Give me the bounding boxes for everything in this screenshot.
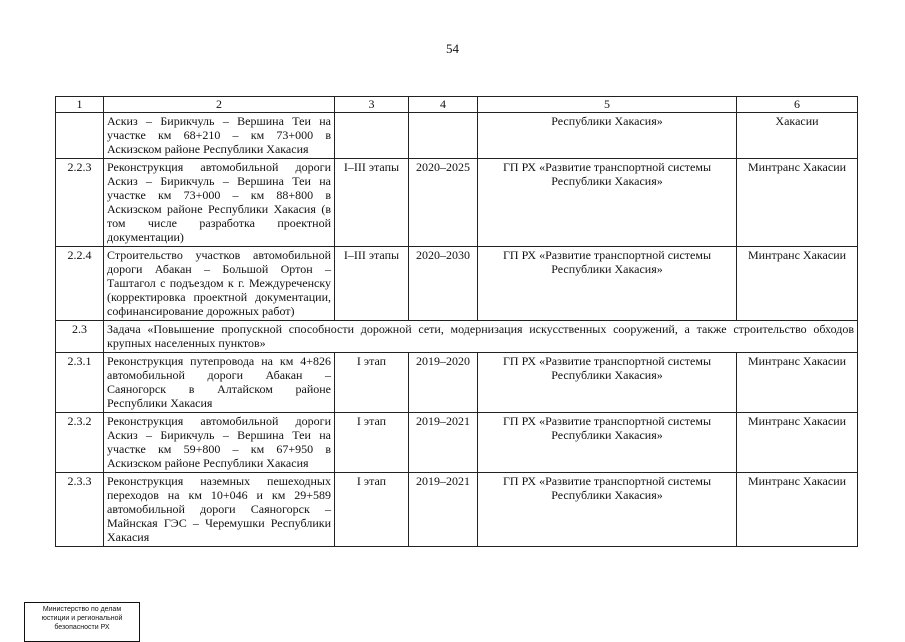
item-name: Реконструкция путепровода на км 4+826 автомобильной дороги Абакан – Саяногорск в Алтайском районе Республики Хакасия <box>104 353 335 413</box>
header-cell: 6 <box>737 97 858 113</box>
item-executor: Минтранс Хакасии <box>737 247 858 321</box>
item-executor: Минтранс Хакасии <box>737 159 858 247</box>
table-header-row <box>56 97 858 113</box>
item-stage: I этап <box>335 473 409 547</box>
table-row <box>56 413 858 473</box>
registration-stamp <box>24 602 140 642</box>
item-stage: I этап <box>335 413 409 473</box>
item-executor: Минтранс Хакасии <box>737 473 858 547</box>
table-row <box>56 353 858 413</box>
item-number: 2.3.3 <box>56 473 104 547</box>
item-number: 2.3.2 <box>56 413 104 473</box>
item-number <box>56 113 104 159</box>
item-name: Аскиз – Бирикчуль – Вершина Теи на участке км 68+210 – км 73+000 в Аскизском районе Республики Хакасия <box>104 113 335 159</box>
table-row <box>56 113 858 159</box>
item-number: 2.2.4 <box>56 247 104 321</box>
item-years: 2019–2020 <box>409 353 478 413</box>
item-program: ГП РХ «Развитие транспортной системы Республики Хакасия» <box>478 159 737 247</box>
item-number: 2.3.1 <box>56 353 104 413</box>
item-years: 2020–2025 <box>409 159 478 247</box>
item-name: Реконструкция наземных пешеходных переходов на км 10+046 и км 29+589 автомобильной дороги Саяногорск – Майнская ГЭС – Черемушки Республики Хакасия <box>104 473 335 547</box>
item-number: 2.2.3 <box>56 159 104 247</box>
item-stage: I–III этапы <box>335 159 409 247</box>
item-years: 2019–2021 <box>409 413 478 473</box>
item-stage: I–III этапы <box>335 247 409 321</box>
table-row <box>56 473 858 547</box>
item-years: 2019–2021 <box>409 473 478 547</box>
page-number: 54 <box>446 41 459 56</box>
item-name: Реконструкция автомобильной дороги Аскиз – Бирикчуль – Вершина Теи на участке км 59+800 – км 67+950 в Аскизском районе Республики Хакасия <box>104 413 335 473</box>
item-program: ГП РХ «Развитие транспортной системы Республики Хакасия» <box>478 413 737 473</box>
item-years: 2020–2030 <box>409 247 478 321</box>
item-program: ГП РХ «Развитие транспортной системы Республики Хакасия» <box>478 473 737 547</box>
item-stage: I этап <box>335 353 409 413</box>
item-executor: Хакасии <box>737 113 858 159</box>
item-executor: Минтранс Хакасии <box>737 413 858 473</box>
item-years <box>409 113 478 159</box>
stamp-line: Министерство по делам <box>42 606 122 613</box>
task-description: Задача «Повышение пропускной способности дорожной сети, модернизация искусственных сооружений, а также строительство обходов крупных населенных пунктов» <box>104 321 858 353</box>
item-stage <box>335 113 409 159</box>
stamp-line: юстиции и региональной <box>41 615 123 622</box>
item-name: Реконструкция автомобильной дороги Аскиз – Бирикчуль – Вершина Теи на участке км 73+000 – км 88+800 в Аскизском районе Республики Хакасия (в том числе разработка проектной документации) <box>104 159 335 247</box>
item-name: Строительство участков автомобильной дороги Абакан – Большой Ортон – Таштагол с подъездом к г. Междуреченску (корректировка проектной документации, софинансирование дорожных работ) <box>104 247 335 321</box>
task-number: 2.3 <box>56 321 104 353</box>
task-row <box>56 321 858 353</box>
table-row <box>56 159 858 247</box>
header-cell: 4 <box>409 97 478 113</box>
header-cell: 1 <box>56 97 104 113</box>
document-table <box>55 96 858 547</box>
table-row <box>56 247 858 321</box>
item-program: ГП РХ «Развитие транспортной системы Республики Хакасия» <box>478 353 737 413</box>
item-executor: Минтранс Хакасии <box>737 353 858 413</box>
header-cell: 5 <box>478 97 737 113</box>
item-program: Республики Хакасия» <box>478 113 737 159</box>
header-cell: 3 <box>335 97 409 113</box>
stamp-line: безопасности РХ <box>54 624 110 631</box>
item-program: ГП РХ «Развитие транспортной системы Республики Хакасия» <box>478 247 737 321</box>
header-cell: 2 <box>104 97 335 113</box>
